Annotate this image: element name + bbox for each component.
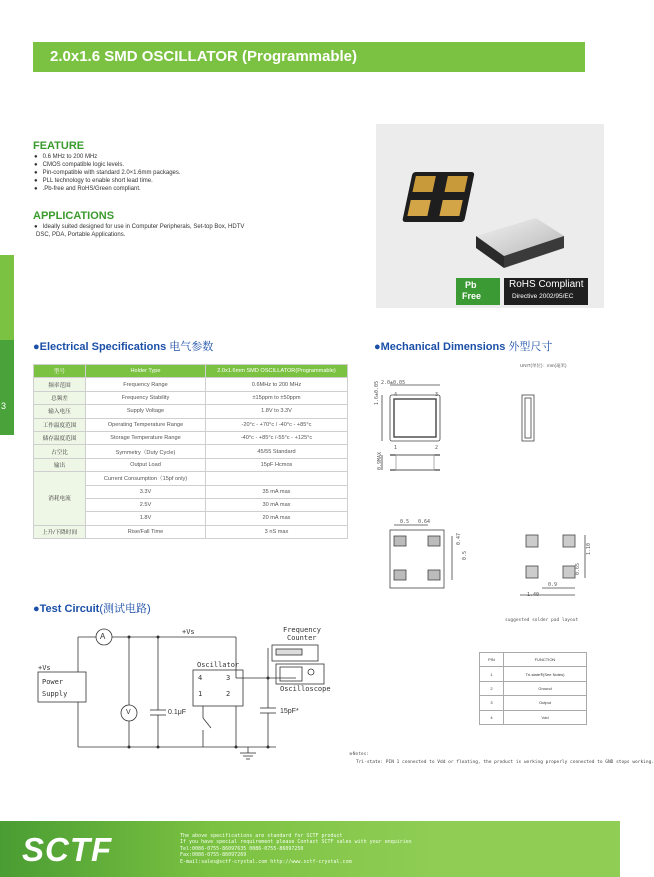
corner-pin-4: 4: [394, 392, 398, 398]
test-circuit-heading: ●Test Circuit(测试电路): [33, 603, 151, 615]
footer-contact: The above specifications are standard for SCTF product If you have special requirement please Contact SCTF sales with your enquiries Tel:0086-0755-86097635 0086-0755-86097250 Fax:0086-0755-86097269 E-mail:sales@sctf-crystal.com http://www.sctf-crystal.com: [180, 833, 412, 865]
table-row: 输出 Output Load 15pF Hcmos: [34, 458, 348, 471]
counter-label: Counter: [287, 634, 317, 642]
dim-width: 2.0±0.05: [381, 380, 406, 386]
feature-heading: FEATURE: [33, 140, 85, 152]
unit-label: UNIT(单位)：mm(毫米): [520, 363, 567, 368]
applications-text: ● Ideally suited designed for use in Computer Peripherals, Set-top Box, HDTV DSC, PDA, Portable Applications.: [34, 224, 245, 238]
table-row: 4 Vdd: [480, 710, 587, 724]
land-dim-h2: 0.65: [575, 562, 581, 575]
notes-text: Tri-state: PIN 1 connected to Vdd or floating, the product is working properly connected to GND stops working.: [356, 760, 654, 765]
osc-pin-4: 4: [198, 674, 203, 682]
free-label: Free: [462, 291, 482, 301]
pad-dim-d: 0.5: [462, 550, 468, 560]
side-tab-number: 3: [1, 401, 7, 411]
table-row: 3 Output: [480, 696, 587, 710]
voltmeter-symbol: V: [126, 709, 131, 716]
table-row: 占空比 Symmetry（Duty Cycle) 45/55 Standard: [34, 445, 348, 458]
cap-0-1uf-label: 0.1μF: [168, 709, 187, 716]
pad-dim-b: 0.64: [418, 519, 431, 525]
table-row: 消耗电流 Current Consumption（15pf only): [34, 472, 348, 485]
table-row: 1.8V 20 mA max: [34, 512, 348, 525]
ammeter-symbol: A: [100, 632, 106, 641]
cap-15pf-label: 15pF*: [280, 708, 299, 715]
pin-function-table: [479, 652, 587, 725]
oscillator-label: Oscillator: [197, 661, 240, 669]
table-row: 2.5V 30 mA max: [34, 498, 348, 511]
table-row: 1 Tri-state®(See Notes): [480, 667, 587, 681]
applications-heading: APPLICATIONS: [33, 210, 115, 222]
dim-thickness: 0.9MAX: [377, 451, 383, 470]
feature-item: ● .Pb-free and RoHS/Green compliant.: [34, 186, 141, 192]
corner-pin-1: 1: [394, 445, 398, 451]
table-header-row: PIN FUNCTION: [480, 653, 587, 667]
osc-pin-2: 2: [226, 690, 231, 698]
side-tab-active: [0, 340, 14, 435]
table-row: 储存温度范围 Storage Temperature Range -40°c - +85°c /-55°c - +125°c: [34, 431, 348, 444]
supply-label: Supply: [42, 690, 68, 698]
table-row: 频率范围 Frequency Range 0.6MHz to 200 MHz: [34, 378, 348, 391]
page-title: 2.0x1.6 SMD OSCILLATOR (Programmable): [50, 48, 358, 65]
power-label: Power: [42, 678, 64, 686]
pb-label: Pb: [465, 280, 477, 290]
table-row: 2 Ground: [480, 681, 587, 695]
table-row: 总频差 Frequency Stability ±15ppm to ±50ppm: [34, 391, 348, 404]
company-logo: SCTF: [22, 831, 113, 868]
electrical-heading: ●Electrical Specifications 电气参数: [33, 341, 214, 353]
feature-item: ● Pin-compatible with standard 2.0×1.6mm packages.: [34, 170, 181, 176]
feature-list: [34, 153, 181, 193]
land-pattern-caption: suggested solder pad layout: [505, 618, 579, 623]
notes-title: ※Notes:: [349, 752, 370, 757]
land-dim-w1: 0.9: [548, 582, 558, 588]
table-row: 输入电压 Supply Voltage 1.8V to 3.3V: [34, 405, 348, 418]
table-header-row: 型号 Holder Type 2.0x1.6mm SMD OSCILLATOR(Programmable): [34, 365, 348, 378]
feature-item: ● CMOS compatible logic levels.: [34, 162, 124, 168]
osc-pin-3: 3: [226, 674, 231, 682]
mechanical-drawing: [370, 370, 620, 630]
vs-left-label: +Vs: [38, 664, 51, 672]
oscilloscope-label: Oscilloscope: [280, 685, 331, 693]
feature-item: ● PLL technology to enable short lead time.: [34, 178, 153, 184]
electrical-spec-table: [33, 364, 348, 539]
osc-pin-1: 1: [198, 690, 203, 698]
table-row: 3.3V 35 mA max: [34, 485, 348, 498]
table-row: 工作温度范围 Operating Temperature Range -20°c - +70°c / -40°c - +85°c: [34, 418, 348, 431]
feature-item: ● 0.6 MHz to 200 MHz: [34, 154, 98, 160]
land-dim-h1: 1.10: [586, 542, 592, 555]
pad-dim-c: 0.47: [456, 532, 462, 545]
corner-pin-3: 3: [435, 392, 439, 398]
mechanical-heading: ●Mechanical Dimensions 外型尺寸: [374, 341, 553, 353]
directive-label: Directive 2002/95/EC: [512, 293, 574, 300]
pad-dim-a: 0.5: [400, 519, 410, 525]
table-row: 上升/下降时间 Rise/Fall Time 3 nS max: [34, 525, 348, 538]
corner-pin-2: 2: [435, 445, 439, 451]
land-dim-w2: 1.40: [527, 592, 540, 598]
frequency-label: Frequency: [283, 626, 321, 634]
vs-top-label: +Vs: [182, 628, 195, 636]
rohs-label: RoHS Compliant: [509, 279, 584, 290]
dim-height: 1.6±0.05: [374, 380, 380, 405]
